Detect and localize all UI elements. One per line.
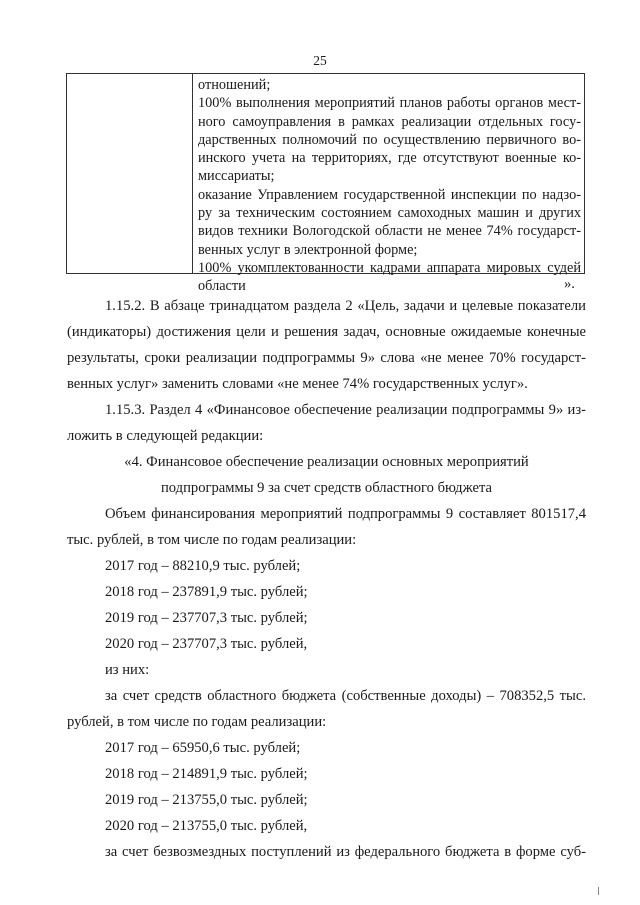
section-heading-line: подпрограммы 9 за счет средств областного бюджета [160, 480, 492, 496]
year-amount-line: 2018 год – 214891,9 тыс. рублей; [105, 766, 308, 782]
scan-artifact-mark [598, 887, 599, 895]
table-line: области [198, 278, 246, 295]
paragraph-line: за счет средств областного бюджета (собственные доходы) – 708352,5 тыс. [105, 688, 586, 704]
year-amount-line: 2017 год – 88210,9 тыс. рублей; [105, 558, 301, 574]
paragraph-line: ложить в следующей редакции: [67, 428, 264, 444]
year-amount-line: 2019 год – 213755,0 тыс. рублей; [105, 792, 308, 808]
paragraph-line: за счет безвозмездных поступлений из федерального бюджета в форме суб- [105, 844, 586, 860]
paragraph-line: (индикаторы) достижения цели и решения задач, основные ожидаемые конечные [67, 324, 586, 340]
year-amount-line: 2020 год – 213755,0 тыс. рублей, [105, 818, 308, 834]
paragraph-line: тыс. рублей, в том числе по годам реализации: [67, 532, 357, 548]
section-heading-line: «4. Финансовое обеспечение реализации основных мероприятий [124, 454, 529, 470]
table-line: 100% выполнения мероприятий планов работы органов мест- [198, 95, 581, 112]
paragraph-line: рублей, в том числе по годам реализации: [67, 714, 327, 730]
year-amount-line: 2019 год – 237707,3 тыс. рублей; [105, 610, 308, 626]
year-amount-line: 2018 год – 237891,9 тыс. рублей; [105, 584, 308, 600]
paragraph-line: венных услуг» заменить словами «не менее 74% государственных услуг». [67, 376, 528, 392]
paragraph-line: Объем финансирования мероприятий подпрограммы 9 составляет 801517,4 [105, 506, 586, 522]
table-line: инского учета на территориях, где отсутствуют военные ко- [198, 150, 581, 167]
table-line: видов техники Вологодской области не менее 74% государст- [198, 223, 581, 240]
table-line: миссариаты; [198, 168, 275, 185]
table-cell-indicators [198, 76, 581, 296]
paragraph-line: 1.15.2. В абзаце тринадцатом раздела 2 «Цель, задачи и целевые показатели [105, 298, 586, 314]
table-line: дарственных полномочий по осуществлению первичного во- [198, 131, 581, 148]
page-number: 25 [313, 53, 327, 68]
paragraph-line: результаты, сроки реализации подпрограммы 9» слова «не менее 70% государст- [67, 350, 586, 366]
table-line: 100% укомплектованности кадрами аппарата мировых судей [198, 259, 581, 276]
closing-quote: ». [564, 276, 575, 292]
table-line: ного самоуправления в рамках реализации отдельных госу- [198, 113, 581, 130]
table-line: венных услуг в электронной форме; [198, 241, 418, 258]
year-amount-line: 2020 год – 237707,3 тыс. рублей, [105, 636, 308, 652]
table-line: ру за техническим состоянием самоходных машин и других [198, 205, 581, 222]
paragraph-line: 1.15.3. Раздел 4 «Финансовое обеспечение реализации подпрограммы 9» из- [105, 402, 586, 418]
year-amount-line: 2017 год – 65950,6 тыс. рублей; [105, 740, 301, 756]
continuation-table [66, 73, 585, 295]
table-column-divider [192, 74, 193, 273]
table-line: отношений; [198, 77, 271, 93]
paragraph-line: из них: [105, 662, 150, 678]
table-line: оказание Управлением государственной инспекции по надзо- [198, 186, 581, 203]
